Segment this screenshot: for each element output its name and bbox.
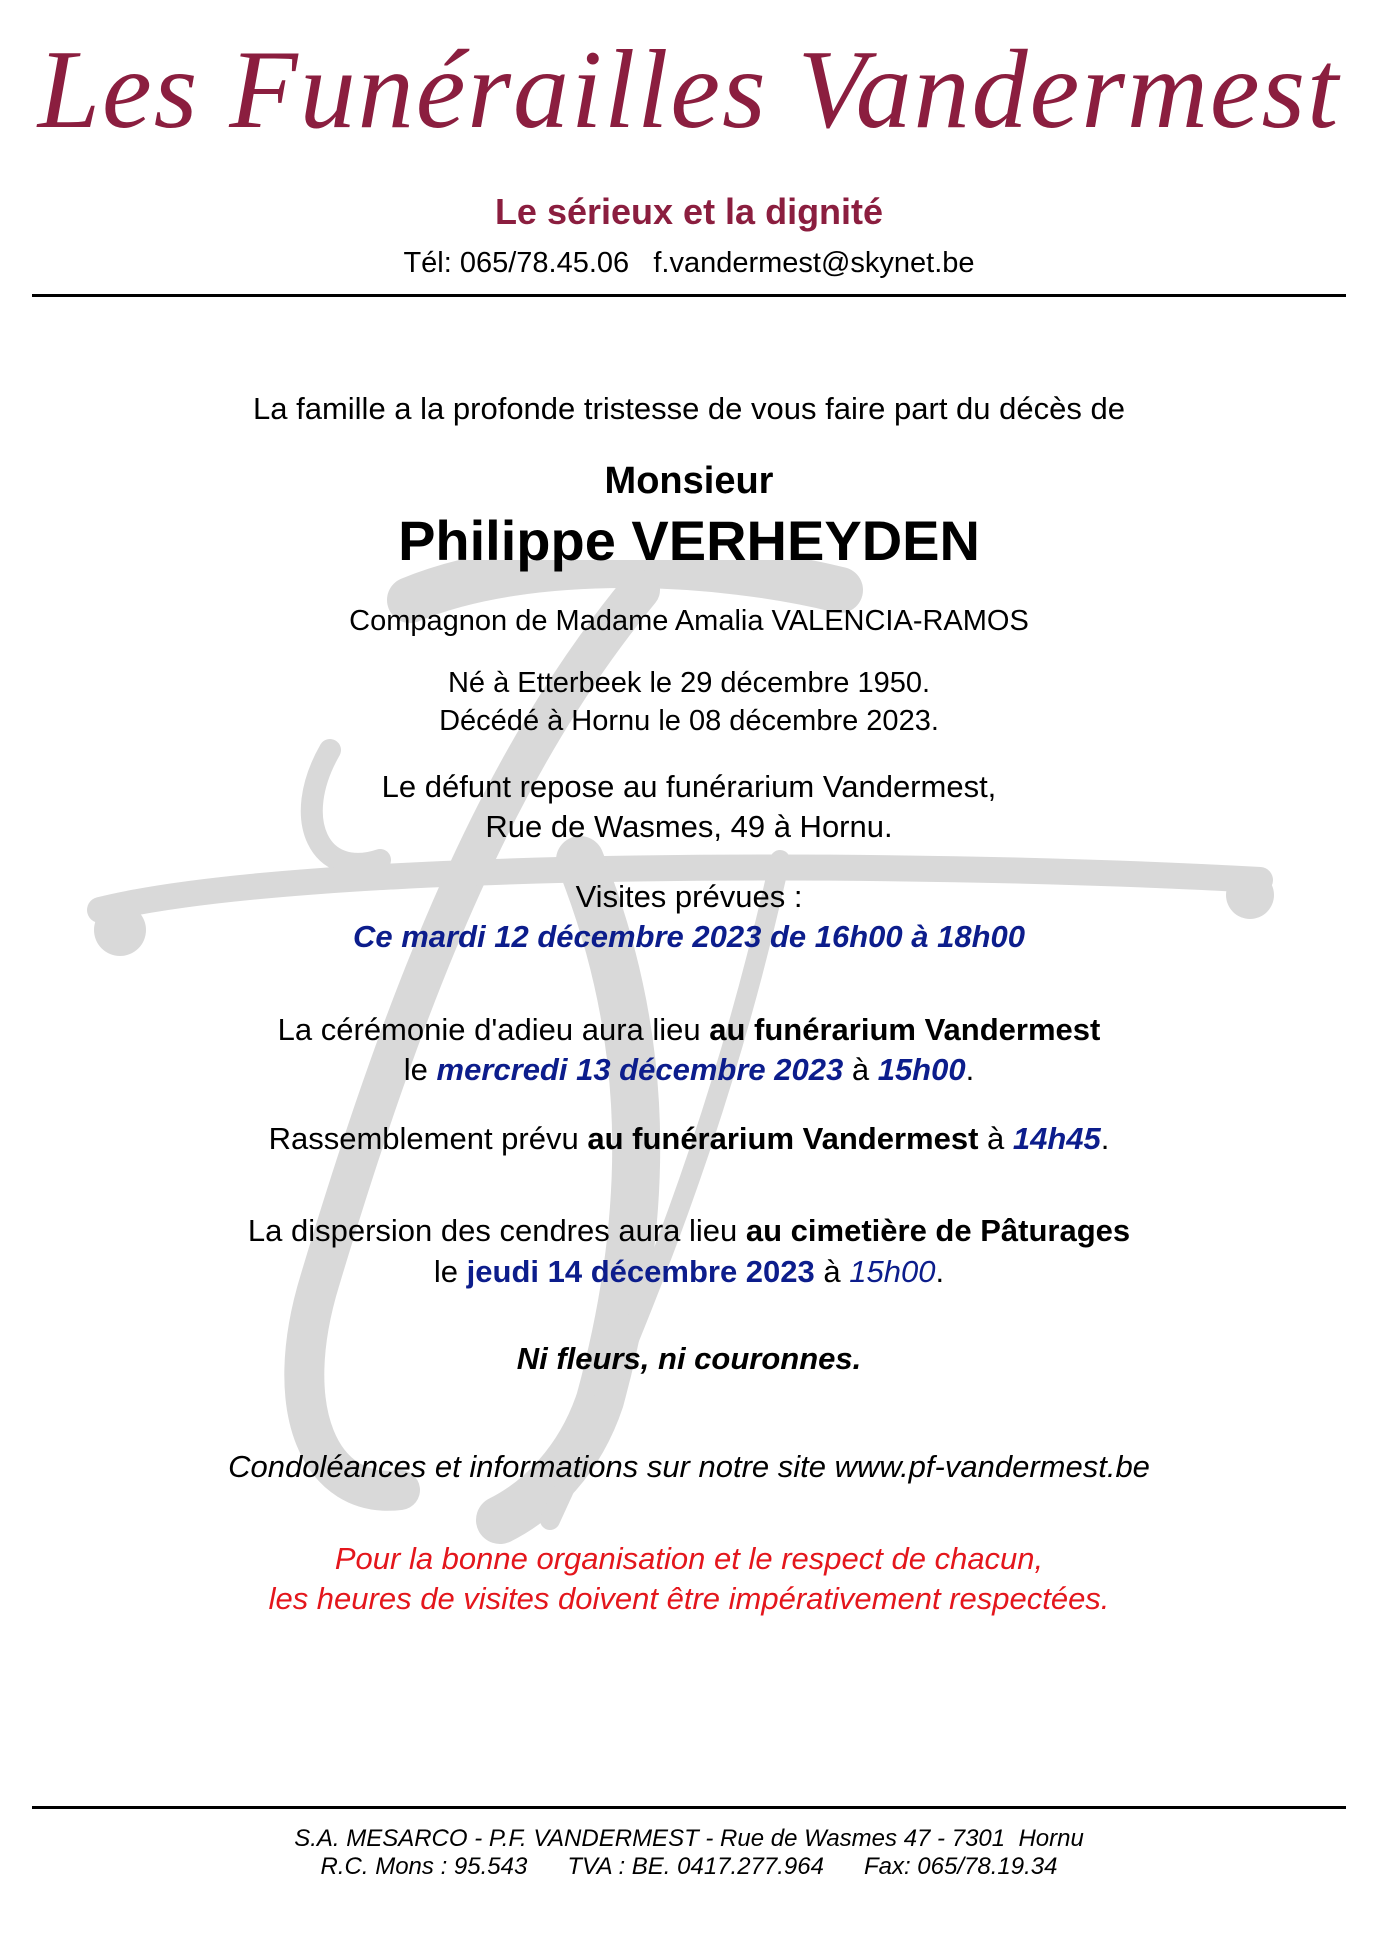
dispersion-time: 15h00 <box>849 1254 936 1289</box>
footer-divider <box>32 1806 1346 1809</box>
dispersion-prefix: La dispersion des cendres aura lieu <box>247 1213 746 1248</box>
gathering-a: à <box>978 1121 1013 1156</box>
gathering-line <box>0 1120 1378 1158</box>
dispersion-end: . <box>935 1254 945 1289</box>
death-text: Décédé à Hornu le 08 décembre 2023. <box>439 705 939 737</box>
dispersion-line2 <box>0 1253 1378 1291</box>
visits-date: Ce mardi 12 décembre 2023 de 16h00 à 18h00 <box>352 919 1026 954</box>
company-logo-title: Les Funérailles Vandermest <box>37 28 1341 152</box>
rest-location-line1: Le défunt repose au funérarium Vandermest, <box>381 769 997 804</box>
ceremony-date: mercredi 13 décembre 2023 <box>436 1052 844 1087</box>
ceremony-line1 <box>0 1011 1378 1049</box>
ceremony-end: . <box>965 1052 975 1087</box>
ceremony-place: au funérarium Vandermest <box>709 1012 1101 1047</box>
dispersion-le: le <box>433 1254 467 1289</box>
warning-line2: les heures de visites doivent être impérativement respectées. <box>268 1581 1110 1616</box>
visits-label: Visites prévues : <box>575 879 803 914</box>
dispersion-place: au cimetière de Pâturages <box>745 1213 1131 1248</box>
flowers-notice: Ni fleurs, ni couronnes. <box>516 1341 862 1376</box>
deceased-name: Philippe VERHEYDEN <box>398 509 980 572</box>
watermark-letters: FV <box>683 1312 697 1323</box>
salutation: Monsieur <box>604 460 774 502</box>
dispersion-a: à <box>814 1254 850 1289</box>
dispersion-date: jeudi 14 décembre 2023 <box>466 1254 815 1289</box>
tagline: Le sérieux et la dignité <box>494 191 884 232</box>
ceremony-time: 15h00 <box>877 1052 966 1087</box>
companion-text: Compagnon de Madame Amalia VALENCIA-RAMOS <box>349 605 1029 637</box>
ceremony-prefix: La cérémonie d'adieu aura lieu <box>277 1012 710 1047</box>
condolences-text: Condoléances et informations sur notre site www.pf-vandermest.be <box>228 1449 1150 1484</box>
dispersion-line1 <box>0 1212 1378 1250</box>
gathering-place: au funérarium Vandermest <box>587 1121 979 1156</box>
ceremony-le: le <box>403 1052 437 1087</box>
gathering-time: 14h45 <box>1012 1121 1101 1156</box>
gathering-end: . <box>1100 1121 1110 1156</box>
rest-location-line2: Rue de Wasmes, 49 à Hornu. <box>485 809 893 844</box>
footer-registration-line: R.C. Mons : 95.543 TVA : BE. 0417.277.964 Fax: 065/78.19.34 <box>320 1853 1058 1880</box>
ceremony-a: à <box>843 1052 878 1087</box>
gathering-prefix: Rassemblement prévu <box>268 1121 588 1156</box>
contact-line: Tél: 065/78.45.06 f.vandermest@skynet.be <box>403 247 975 279</box>
footer-company-line: S.A. MESARCO - P.F. VANDERMEST - Rue de Wasmes 47 - 7301 Hornu <box>294 1825 1084 1852</box>
ceremony-line2 <box>0 1051 1378 1089</box>
warning-line1: Pour la bonne organisation et le respect de chacun, <box>334 1541 1044 1576</box>
birth-text: Né à Etterbeek le 29 décembre 1950. <box>447 667 931 699</box>
header-divider <box>32 294 1346 297</box>
intro-text: La famille a la profonde tristesse de vous faire part du décès de <box>253 391 1125 426</box>
